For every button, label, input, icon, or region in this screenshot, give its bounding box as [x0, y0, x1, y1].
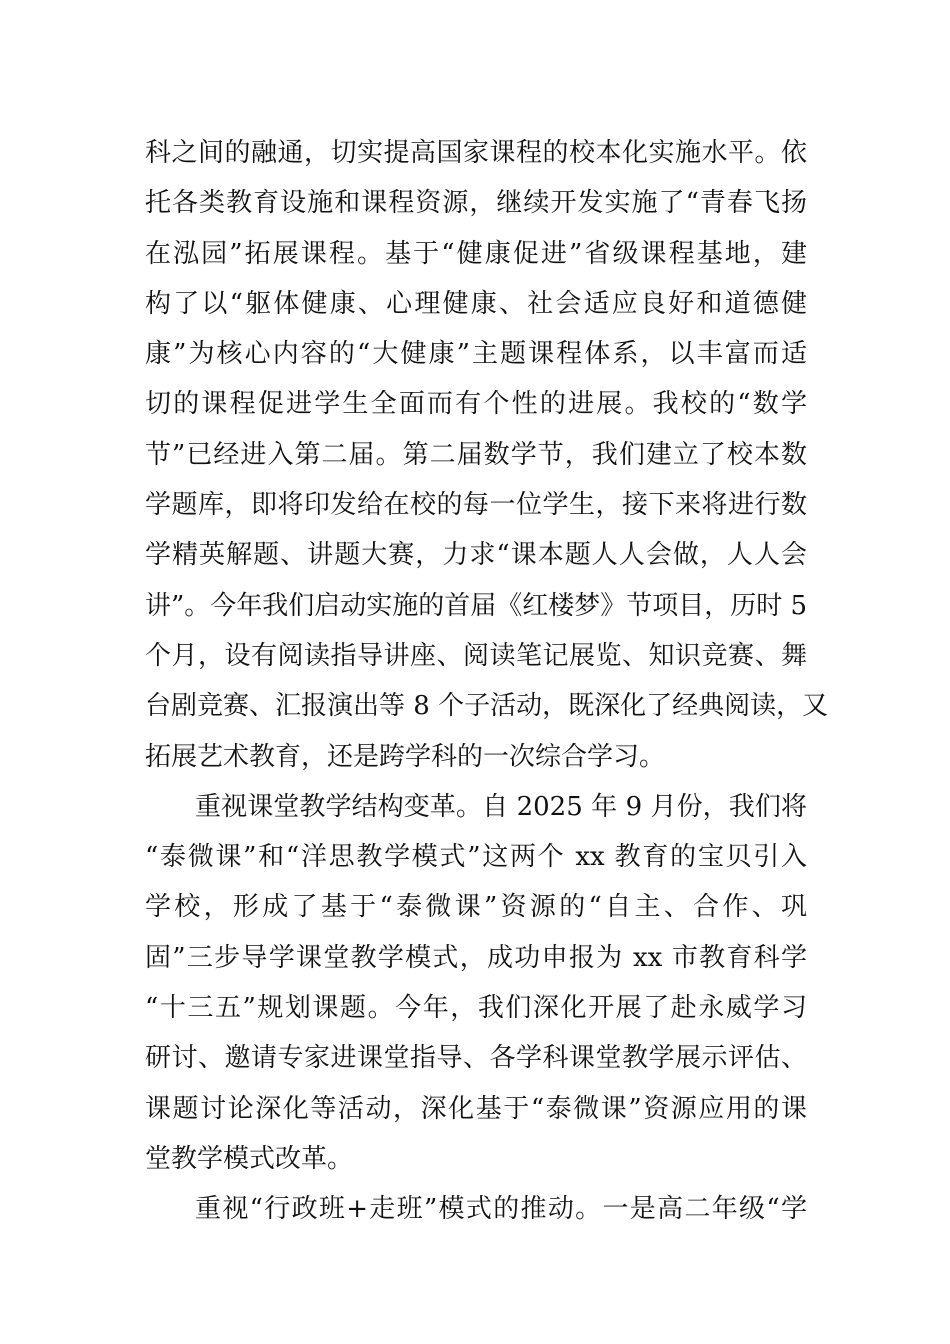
text-line: 重视课堂教学结构变革。自 2025 年 9 月份，我们将: [195, 791, 807, 822]
text-line: 切的课程促进学生全面而有个性的进展。我校的“数学: [145, 389, 807, 420]
text-line: 个月，设有阅读指导讲座、阅读笔记展览、知识竞赛、舞: [145, 640, 807, 671]
text-line: 学校，形成了基于“泰微课”资源的“自主、合作、巩: [145, 892, 807, 923]
text-line: 拓展艺术教育，还是跨学科的一次综合学习。: [145, 741, 666, 772]
text-line: “泰微课”和“洋思教学模式”这两个 xx 教育的宝贝引入: [145, 842, 807, 873]
text-line: 托各类教育设施和课程资源，继续开发实施了“青春飞扬: [145, 188, 807, 219]
text-line: “十三五”规划课题。今年，我们深化开展了赴永威学习: [145, 993, 807, 1024]
text-line: 课题讨论深化等活动，深化基于“泰微课”资源应用的课: [145, 1093, 807, 1124]
text-line: 讲”。今年我们启动实施的首届《红楼梦》节项目，历时 5: [145, 590, 808, 621]
text-line: 研讨、邀请专家进课堂指导、各学科课堂教学展示评估、: [145, 1043, 807, 1074]
document-body: [145, 128, 829, 1235]
paragraph-classroom-reform: [145, 782, 807, 1184]
paragraph-class-model: [145, 1184, 807, 1234]
text-line: 在泓园”拓展课程。基于“健康促进”省级课程基地，建: [145, 238, 807, 269]
text-line: 学题库，即将印发给在校的每一位学生，接下来将进行数: [145, 490, 807, 521]
text-line: 科之间的融通，切实提高国家课程的校本化实施水平。依: [145, 138, 807, 168]
text-line: 康”为核心内容的“大健康”主题课程体系，以丰富而适: [145, 339, 807, 370]
text-line: 重视“行政班+走班”模式的推动。一是高二年级“学: [195, 1194, 807, 1225]
text-line: 堂教学模式改革。: [145, 1143, 354, 1174]
text-line: 构了以“躯体健康、心理健康、社会适应良好和道德健: [145, 288, 807, 319]
text-line: 学精英解题、讲题大赛，力求“课本题人人会做，人人会: [145, 540, 807, 571]
paragraph-curriculum: [145, 128, 829, 782]
text-line: 节”已经进入第二届。第二届数学节，我们建立了校本数: [145, 439, 807, 470]
text-line: 台剧竞赛、汇报演出等 8 个子活动，既深化了经典阅读，又: [145, 691, 829, 722]
text-line: 固”三步导学课堂教学模式，成功申报为 xx 市教育科学: [145, 942, 807, 973]
